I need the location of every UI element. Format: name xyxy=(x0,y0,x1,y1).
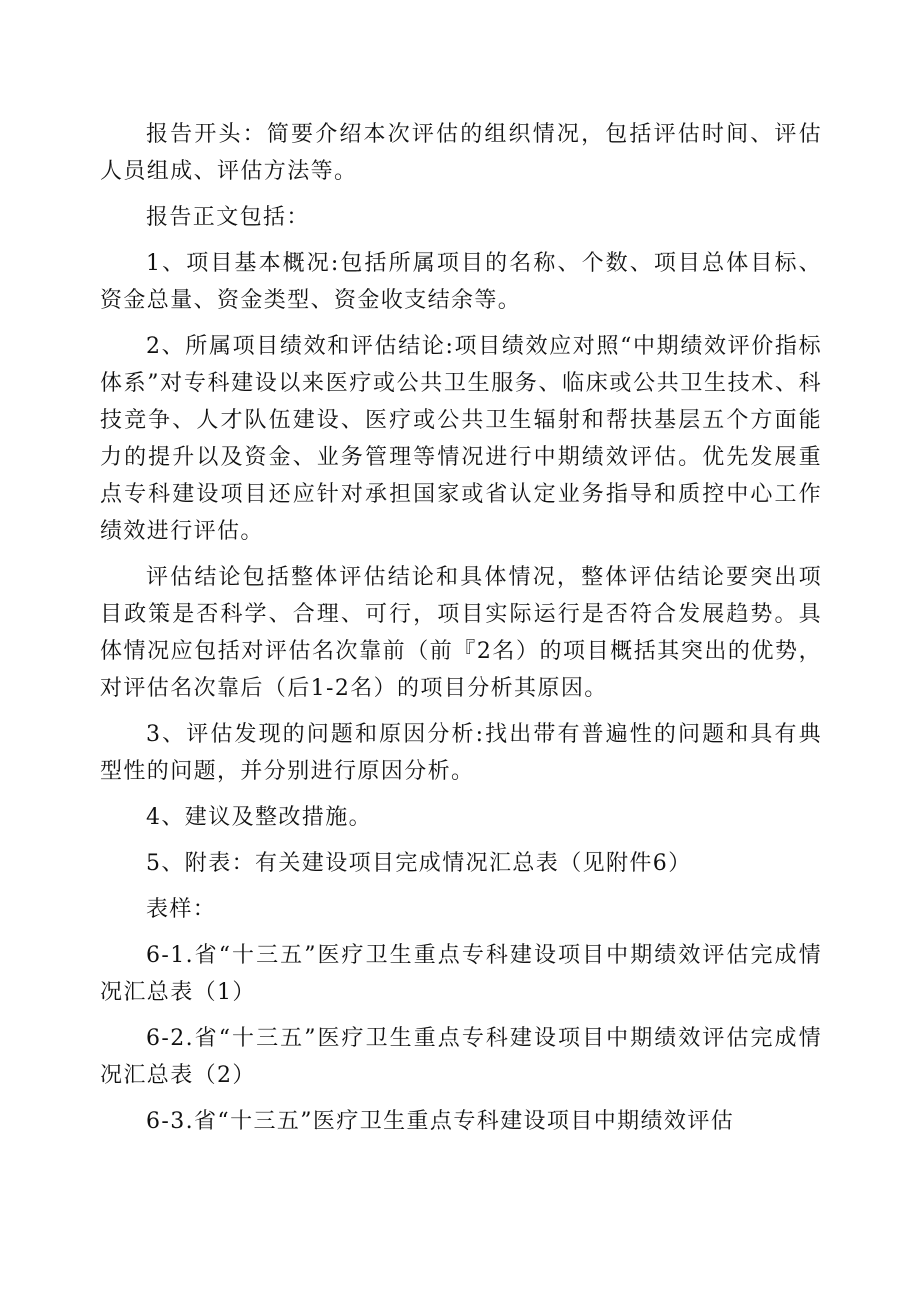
paragraph-table-sample-label: 表样： xyxy=(146,897,217,922)
paragraph-item-2: 2、所属项目绩效和评估结论:项目绩效应对照“中期绩效评价指标体系”对专科建设以来医疗或公共卫生服务、临床或公共卫生技术、科技竞争、人才队伍建设、医疗或公共卫生辐射和帮扶基层五个方面能力的提升以及资金、业务管理等情况进行中期绩效评估。优先发展重点专科建设项目还应针对承担国家或省认定业务指导和质控中心工作绩效进行评估。 xyxy=(100,334,822,544)
paragraph-table-6-2: 6-2.省“十三五”医疗卫生重点专科建设项目中期绩效评估完成情况汇总表（2） xyxy=(100,1026,822,1088)
paragraph-item-3: 3、评估发现的问题和原因分析:找出带有普遍性的问题和具有典型性的问题，并分别进行原因分析。 xyxy=(100,722,822,784)
paragraph-report-opening: 报告开头：简要介绍本次评估的组织情况，包括评估时间、评估人员组成、评估方法等。 xyxy=(100,122,822,184)
paragraph-table-6-1: 6-1.省“十三五”医疗卫生重点专科建设项目中期绩效评估完成情况汇总表（1） xyxy=(100,943,822,1005)
paragraph-evaluation-conclusion: 评估结论包括整体评估结论和具体情况，整体评估结论要突出项目政策是否科学、合理、可行，项目实际运行是否符合发展趋势。具体情况应包括对评估名次靠前（前『2名）的项目概括其突出的优势，对评估名次靠后（后1-2名）的项目分析其原因。 xyxy=(100,565,822,701)
paragraph-table-6-3: 6-3.省“十三五”医疗卫生重点专科建设项目中期绩效评估 xyxy=(146,1109,735,1134)
document-body xyxy=(100,116,822,1149)
paragraph-item-4: 4、建议及整改措施。 xyxy=(146,805,372,830)
paragraph-item-1: 1、项目基本概况:包括所属项目的名称、个数、项目总体目标、资金总量、资金类型、资金收支结余等。 xyxy=(100,251,822,313)
paragraph-report-body-intro: 报告正文包括： xyxy=(146,205,310,230)
paragraph-item-5: 5、附表：有关建设项目完成情况汇总表（见附件6） xyxy=(146,851,692,876)
